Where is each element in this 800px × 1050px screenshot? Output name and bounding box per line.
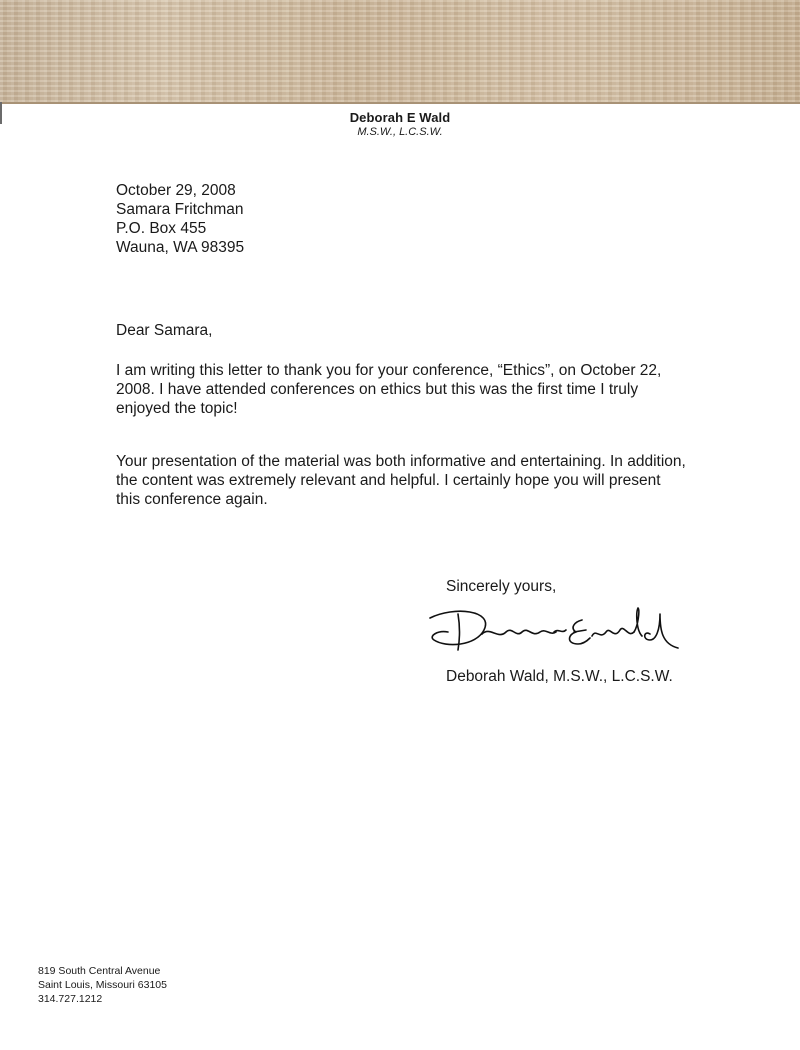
letterhead-band [0, 0, 800, 102]
footer-street: 819 South Central Avenue [38, 965, 161, 977]
footer-phone: 314.727.1212 [38, 993, 103, 1005]
body-paragraph-1: I am writing this letter to thank you for your conference, “Ethics”, on October 22, 2008. I have attended conferences on ethics but this was the first time I truly enjoyed the topic! [116, 362, 662, 417]
recipient-address-block [116, 181, 244, 257]
closing: Sincerely yours, [446, 578, 557, 595]
footer-address [38, 964, 167, 1006]
recipient-address-line1: P.O. Box 455 [116, 220, 207, 237]
letterhead-rule [0, 102, 800, 104]
salutation: Dear Samara, [116, 322, 213, 339]
signer-name: Deborah Wald, M.S.W., L.C.S.W. [446, 668, 673, 685]
footer-city-state-zip: Saint Louis, Missouri 63105 [38, 979, 167, 991]
letterhead-name: Deborah E Wald [349, 110, 451, 125]
letter-date: October 29, 2008 [116, 182, 236, 199]
letterhead-credentials: M.S.W., L.C.S.W. [357, 126, 443, 138]
recipient-address-line2: Wauna, WA 98395 [116, 239, 245, 256]
handwritten-signature [424, 600, 686, 660]
recipient-name: Samara Fritchman [116, 201, 244, 218]
body-paragraph-2: Your presentation of the material was both informative and entertaining. In addition, the content was extremely relevant and helpful. I certainly hope you will present this conference again. [116, 453, 686, 508]
